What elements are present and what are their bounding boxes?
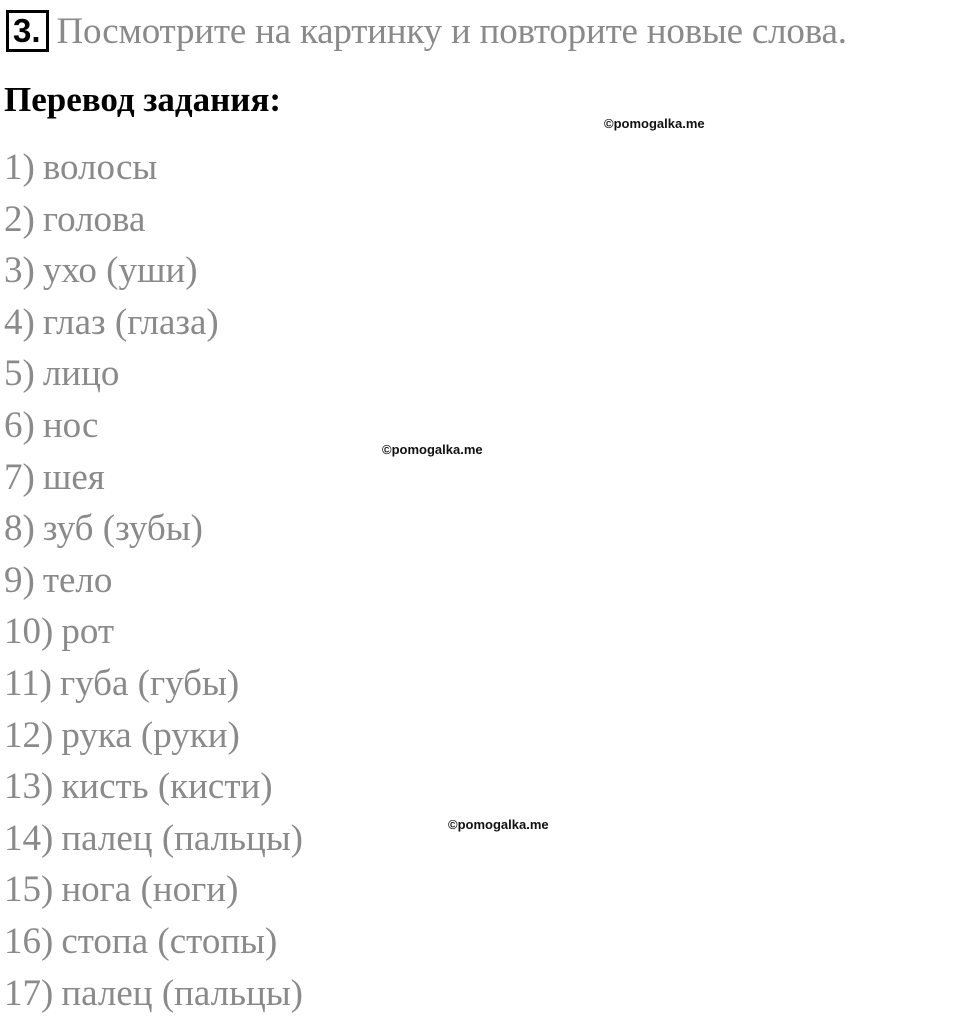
vocabulary-item (4, 968, 303, 1019)
item-number: 11) (4, 663, 52, 704)
task-header (6, 8, 847, 54)
vocabulary-item (4, 761, 303, 813)
item-word: нос (43, 405, 99, 446)
item-number: 2) (4, 199, 35, 240)
item-number: 16) (4, 921, 53, 962)
item-number: 7) (4, 457, 35, 498)
vocabulary-item (4, 606, 303, 658)
vocabulary-item (4, 400, 303, 452)
watermark: ©pomogalka.me (604, 116, 705, 131)
vocabulary-item (4, 194, 303, 246)
item-number: 10) (4, 611, 53, 652)
item-word: губа (губы) (60, 663, 239, 704)
item-number: 5) (4, 353, 35, 394)
watermark: ©pomogalka.me (448, 817, 549, 832)
item-number: 6) (4, 405, 35, 446)
vocabulary-item (4, 297, 303, 349)
vocabulary-item (4, 245, 303, 297)
item-number: 3) (4, 250, 35, 291)
item-number: 12) (4, 715, 53, 756)
item-word: глаз (глаза) (43, 302, 219, 343)
vocabulary-list (4, 142, 303, 1019)
item-word: палец (пальцы) (61, 973, 303, 1014)
item-word: зуб (зубы) (43, 508, 203, 549)
item-word: голова (43, 199, 146, 240)
item-number: 1) (4, 147, 35, 188)
item-number: 17) (4, 973, 53, 1014)
vocabulary-item (4, 142, 303, 194)
item-number: 4) (4, 302, 35, 343)
item-word: тело (43, 560, 113, 601)
task-number-badge: 3. (6, 10, 49, 52)
item-number: 13) (4, 766, 53, 807)
vocabulary-item (4, 813, 303, 865)
vocabulary-item (4, 710, 303, 762)
item-word: волосы (43, 147, 157, 188)
vocabulary-item (4, 348, 303, 400)
vocabulary-item (4, 916, 303, 968)
item-word: нога (ноги) (61, 869, 238, 910)
item-word: рот (61, 611, 114, 652)
vocabulary-item (4, 555, 303, 607)
vocabulary-item (4, 452, 303, 504)
vocabulary-item (4, 503, 303, 555)
translation-heading: Перевод задания: (4, 78, 281, 122)
item-number: 14) (4, 818, 53, 859)
item-number: 8) (4, 508, 35, 549)
item-word: палец (пальцы) (61, 818, 303, 859)
item-word: шея (43, 457, 105, 498)
item-word: рука (руки) (61, 715, 240, 756)
item-word: лицо (43, 353, 120, 394)
item-word: ухо (уши) (43, 250, 198, 291)
task-instruction: Посмотрите на картинку и повторите новые слова. (57, 10, 847, 53)
vocabulary-item (4, 658, 303, 710)
item-number: 9) (4, 560, 35, 601)
item-word: кисть (кисти) (61, 766, 272, 807)
watermark: ©pomogalka.me (382, 442, 483, 457)
vocabulary-item (4, 864, 303, 916)
item-word: стопа (стопы) (61, 921, 277, 962)
item-number: 15) (4, 869, 53, 910)
